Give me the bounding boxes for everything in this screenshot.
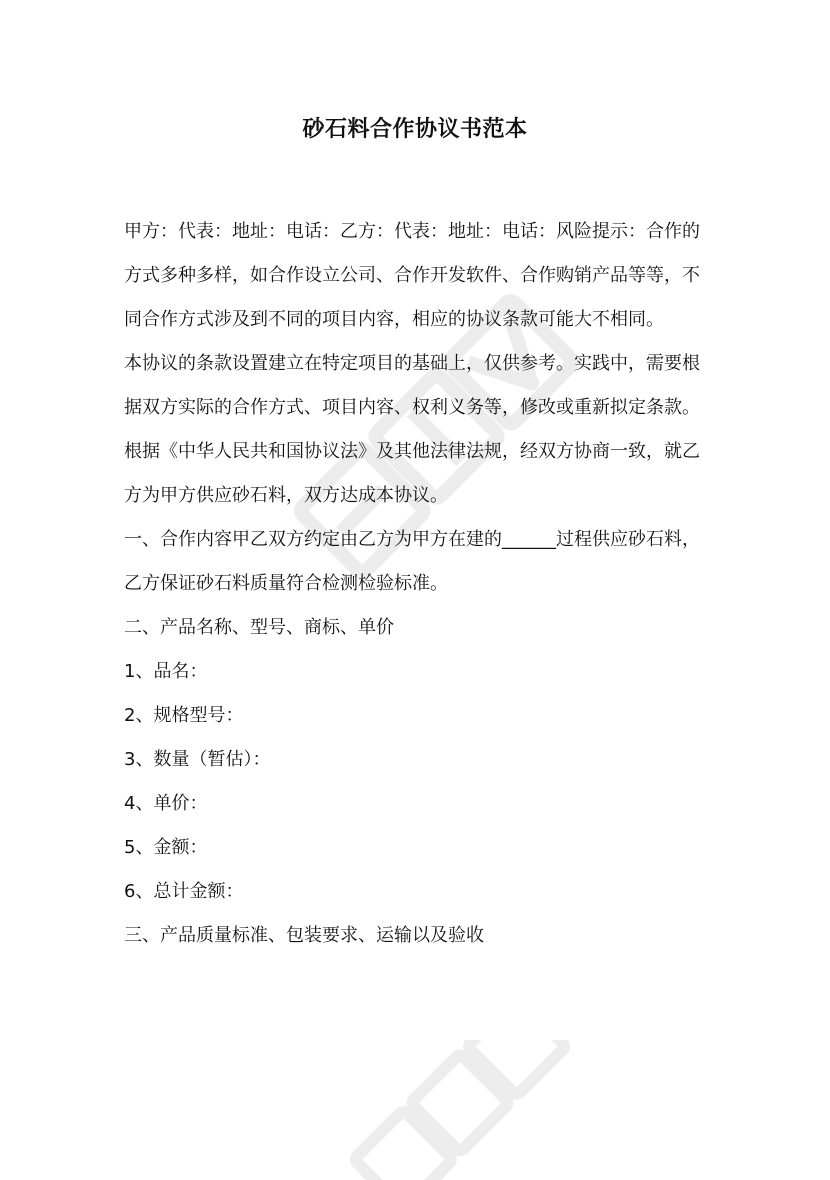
list-item-product-name: 1、品名： <box>124 661 208 682</box>
paragraph-basis: 本协议的条款设置建立在特定项目的基础上，仅供参考。实践中，需要根据双方实际的合作方式、项目内容、权利义务等，修改或重新拟定条款。 根据《中华人民共和国协议法》及其他法律法规，经双方协商一致，就乙方为甲方供应砂石料，双方达成本协议。 <box>124 353 706 506</box>
document-body <box>124 210 714 958</box>
paragraph-parties: 甲方：代表：地址：电话：乙方：代表：地址：电话：风险提示：合作的方式多种多样，如合作设立公司、合作开发软件、合作购销产品等等，不同合作方式涉及到不同的项目内容，相应的协议条款可能大不相同。 <box>124 221 700 330</box>
section-product-heading: 二、产品名称、型号、商标、单价 <box>124 617 394 638</box>
list-item-unit-price: 4、单价： <box>124 793 208 814</box>
watermark-bottom-icon <box>330 1040 590 1180</box>
list-item-quantity: 3、数量（暂估）： <box>124 749 271 770</box>
section-cooperation-content: 一、合作内容甲乙双方约定由乙方为甲方在建的______过程供应砂石料，乙方保证砂石料质量符合检测检验标准。 <box>124 529 700 594</box>
list-item-total-amount: 6、总计金额： <box>124 881 244 902</box>
section-quality-heading: 三、产品质量标准、包装要求、运输以及验收 <box>124 925 484 946</box>
list-item-amount: 5、金额： <box>124 837 208 858</box>
page-title: 砂石料合作协议书范本 <box>302 117 528 142</box>
list-item-spec-model: 2、规格型号： <box>124 705 244 726</box>
